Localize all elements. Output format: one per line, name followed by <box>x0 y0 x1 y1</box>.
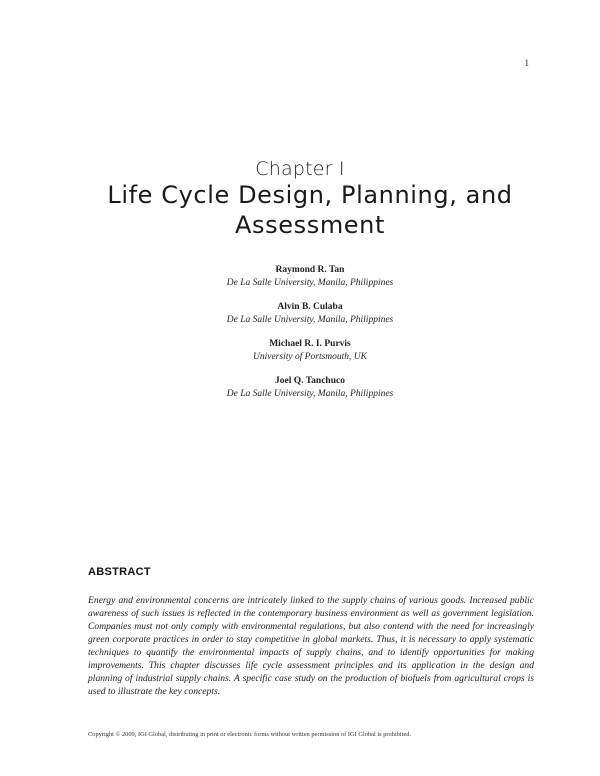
copyright-notice: Copyright © 2009, IGI Global, distributing in print or electronic forms without written permission of IGI Global is prohibited. <box>88 731 412 738</box>
author-name: Joel Q. Tanchuco <box>275 376 345 386</box>
author-name: Raymond R. Tan <box>275 265 345 275</box>
author-name: Michael R. I. Purvis <box>269 339 351 349</box>
abstract-text: Energy and environmental concerns are intricately linked to the supply chains of various goods. Increased public awareness of such issues is reflected in the contemporary business environment as well as government legislation. Companies must not only comply with environmental regulations, but also contend with the need for increasingly green corporate practices in order to stay competitive in global markets. Thus, it is necessary to apply systematic techniques to quantify the environmental impacts of supply chains, and to identify opportunities for making improvements. This chapter discusses life cycle assessment principles and its application in the design and planning of industrial supply chains. A specific case study on the production of biofuels from agricultural crops is used to illustrate the key concepts. <box>88 595 534 697</box>
chapter-label: Chapter I <box>255 158 345 180</box>
author-block <box>0 301 600 326</box>
author-block <box>0 264 600 289</box>
author-affiliation: De La Salle University, Manila, Philippines <box>226 389 394 399</box>
author-affiliation: De La Salle University, Manila, Philippines <box>226 315 394 325</box>
author-affiliation: University of Portsmouth, UK <box>253 352 367 362</box>
author-block <box>0 375 600 400</box>
chapter-title: Life Cycle Design, Planning, and Assessment <box>107 181 513 239</box>
author-affiliation: De La Salle University, Manila, Philippines <box>226 278 394 288</box>
author-list <box>0 264 600 412</box>
abstract-heading: ABSTRACT <box>88 566 151 578</box>
page-number: 1 <box>524 58 529 68</box>
author-name: Alvin B. Culaba <box>277 302 343 312</box>
author-block <box>0 338 600 363</box>
